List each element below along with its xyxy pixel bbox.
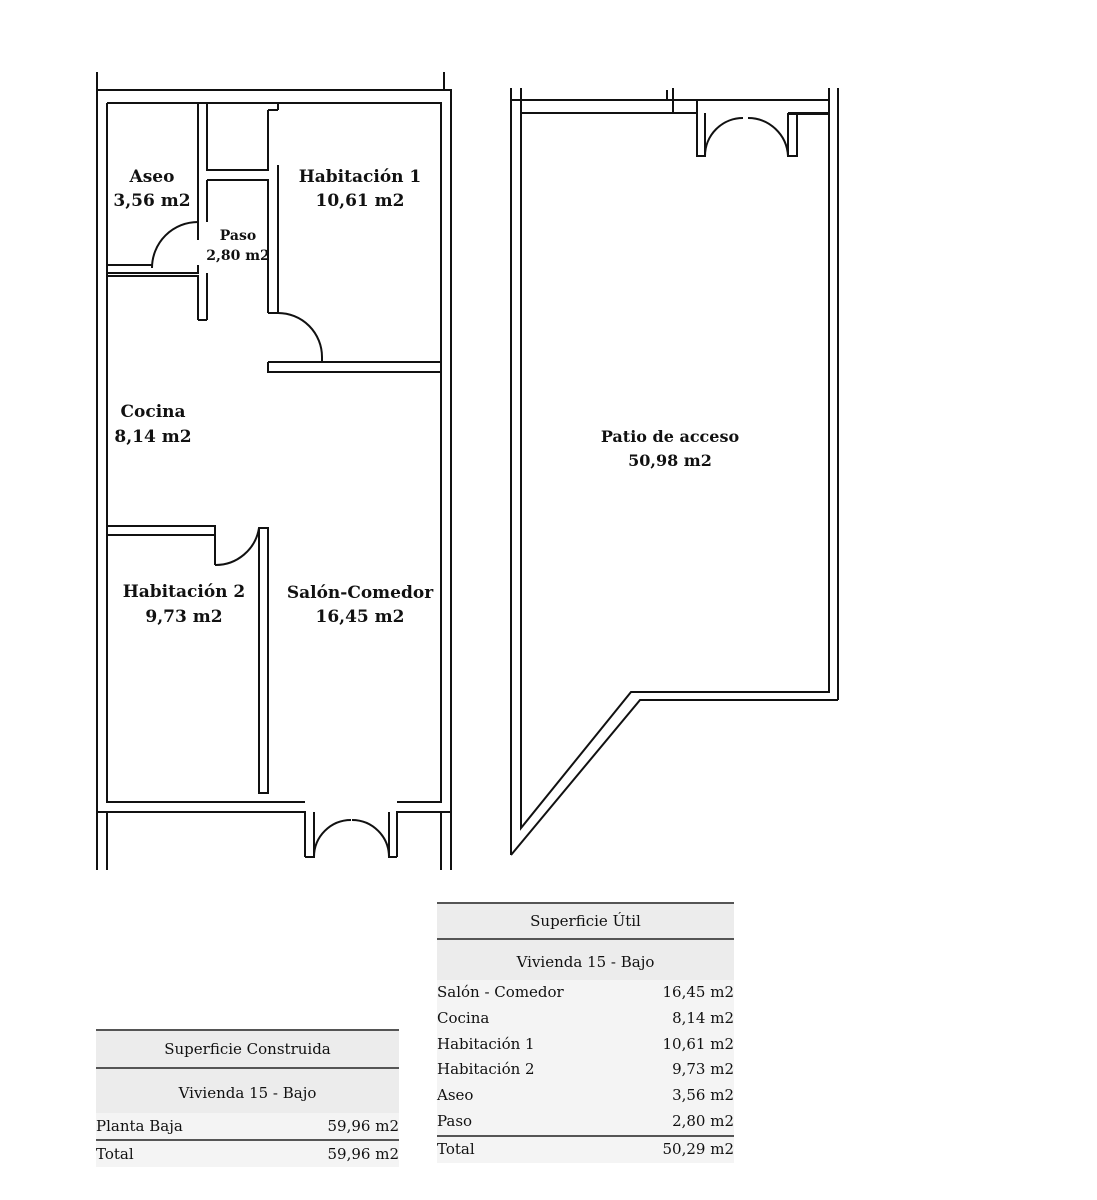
salon-area: 16,45 m2 bbox=[315, 607, 405, 627]
patio-name: Patio de acceso bbox=[600, 427, 740, 446]
table-total-row bbox=[437, 1135, 734, 1163]
cocina-area: 8,14 m2 bbox=[114, 427, 192, 447]
salon-name: Salón-Comedor bbox=[286, 583, 434, 603]
table-row bbox=[437, 980, 734, 1006]
total-value: 50,29 m2 bbox=[662, 1139, 734, 1158]
paso-name: Paso bbox=[219, 228, 257, 244]
row-label: Paso bbox=[437, 1111, 473, 1130]
table-subtitle: Vivienda 15 - Bajo bbox=[437, 938, 734, 980]
table-row bbox=[437, 1083, 734, 1109]
habitacion1-area: 10,61 m2 bbox=[315, 191, 405, 211]
row-value: 10,61 m2 bbox=[662, 1034, 734, 1053]
table-row bbox=[437, 1006, 734, 1032]
table-title: Superficie Construida bbox=[96, 1029, 399, 1067]
aseo-name: Aseo bbox=[129, 167, 175, 187]
paso-area: 2,80 m2 bbox=[206, 248, 270, 264]
table-title: Superficie Útil bbox=[437, 902, 734, 938]
aseo-area: 3,56 m2 bbox=[113, 191, 191, 211]
superficie-util-table bbox=[437, 902, 734, 1163]
habitacion2-name: Habitación 2 bbox=[122, 582, 246, 602]
row-label: Habitación 2 bbox=[437, 1060, 535, 1079]
total-value: 59,96 m2 bbox=[327, 1145, 399, 1163]
patio-area: 50,98 m2 bbox=[628, 451, 712, 470]
table-row bbox=[437, 1109, 734, 1135]
habitacion1-name: Habitación 1 bbox=[298, 167, 422, 187]
row-value: 8,14 m2 bbox=[672, 1008, 734, 1027]
superficie-construida-table bbox=[96, 1029, 399, 1167]
row-value: 59,96 m2 bbox=[327, 1117, 399, 1135]
table-row bbox=[437, 1057, 734, 1083]
total-label: Total bbox=[96, 1145, 134, 1163]
row-label: Cocina bbox=[437, 1008, 490, 1027]
table-row bbox=[437, 1032, 734, 1058]
table-subtitle: Vivienda 15 - Bajo bbox=[96, 1067, 399, 1113]
row-value: 9,73 m2 bbox=[672, 1060, 734, 1079]
row-value: 3,56 m2 bbox=[672, 1086, 734, 1105]
cocina-name: Cocina bbox=[120, 402, 186, 422]
row-value: 16,45 m2 bbox=[662, 983, 734, 1001]
row-value: 2,80 m2 bbox=[672, 1111, 734, 1130]
table-total-row bbox=[96, 1139, 399, 1167]
total-label: Total bbox=[437, 1139, 475, 1158]
row-label: Salón - Comedor bbox=[437, 983, 564, 1001]
habitacion2-area: 9,73 m2 bbox=[145, 607, 223, 627]
row-label: Aseo bbox=[437, 1086, 474, 1105]
row-label: Habitación 1 bbox=[437, 1034, 535, 1053]
row-label: Planta Baja bbox=[96, 1117, 183, 1135]
table-row bbox=[96, 1113, 399, 1139]
